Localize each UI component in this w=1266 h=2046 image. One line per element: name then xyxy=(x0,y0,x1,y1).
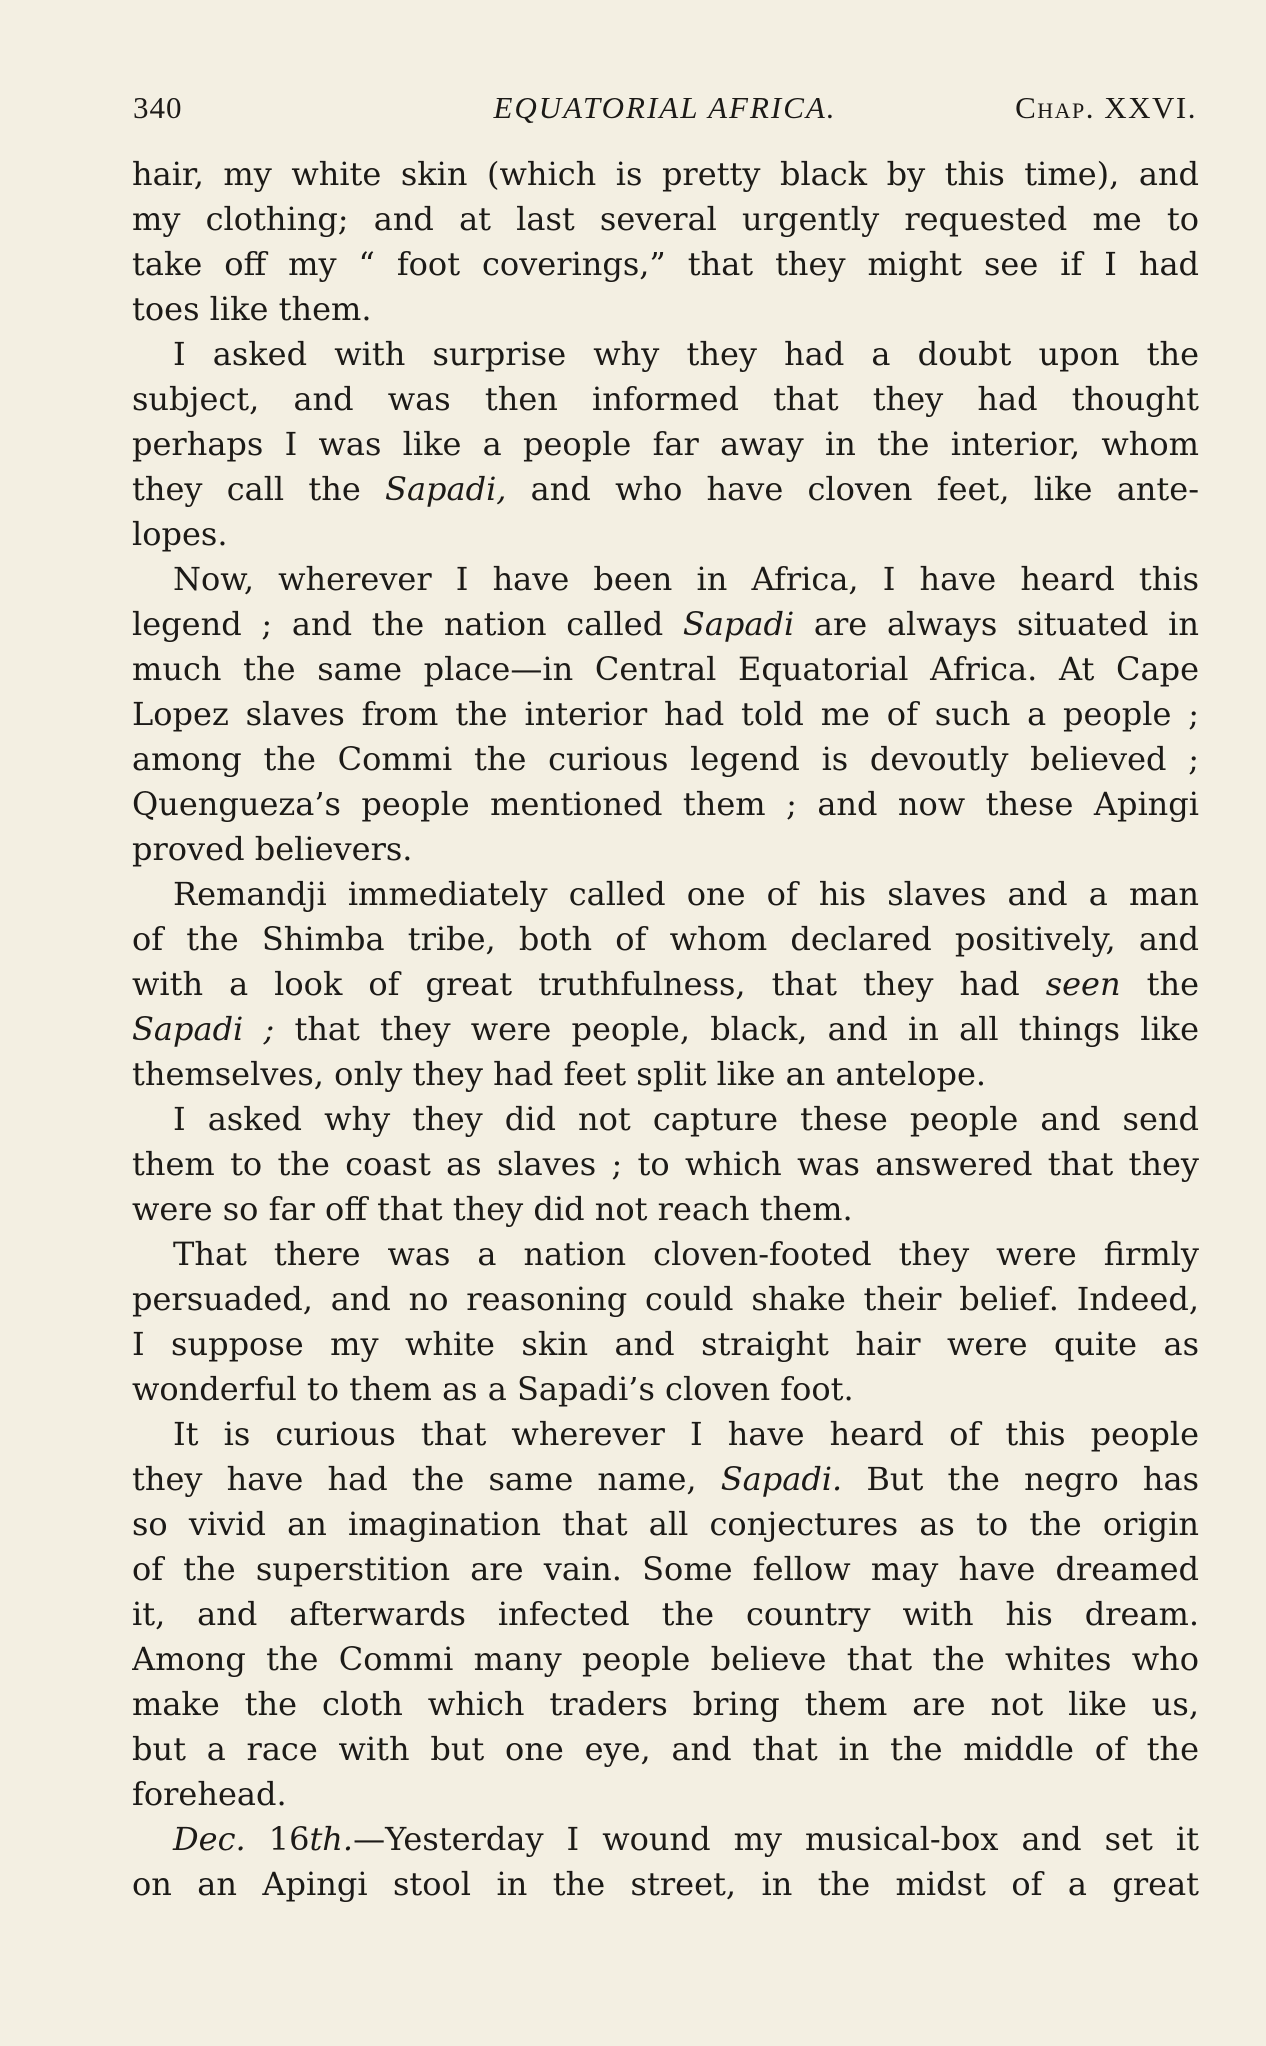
text-line xyxy=(132,602,1199,647)
text-run: wonderful to them as a Sapadi’s cloven foot. xyxy=(132,1370,854,1408)
text-run: Among the Commi many people believe that the whites who xyxy=(132,1640,1199,1678)
text-run: persuaded, and no reasoning could shake their belief. Indeed, xyxy=(132,1280,1199,1318)
text-run: on an Apingi stool in the street, in the midst of a great xyxy=(132,1865,1199,1903)
text-run: and who have cloven feet, like ante- xyxy=(506,470,1199,508)
text-run: so vivid an imagination that all conjectures as to the origin xyxy=(132,1505,1199,1543)
text-run: 16 xyxy=(245,1820,310,1858)
text-line xyxy=(132,287,1199,332)
text-run: Now, wherever I have been in Africa, I have heard this xyxy=(173,560,1199,598)
text-run: that they were people, black, and in all things like xyxy=(274,1010,1199,1048)
text-run: much the same place—in Central Equatorial Africa. At Cape xyxy=(132,650,1199,688)
text-line xyxy=(132,332,1199,377)
text-line xyxy=(132,1457,1199,1502)
text-line xyxy=(132,377,1199,422)
text-run: were so far off that they did not reach them. xyxy=(132,1190,853,1228)
text-line xyxy=(132,422,1199,467)
text-run: my clothing; and at last several urgently requested me to xyxy=(132,200,1199,238)
text-run: take off my “ foot coverings,” that they might see if I had xyxy=(132,245,1199,283)
italic-run: Sapadi xyxy=(682,605,795,643)
text-run: they have had the same name, xyxy=(132,1460,721,1498)
text-line xyxy=(132,1682,1199,1727)
text-line xyxy=(132,962,1199,1007)
text-line xyxy=(132,1007,1199,1052)
text-run: of the Shimba tribe, both of whom declared positively, and xyxy=(132,920,1199,958)
text-line xyxy=(132,1187,1199,1232)
running-title: EQUATORIAL AFRICA. xyxy=(493,90,837,125)
text-run: legend ; and the nation called xyxy=(132,605,683,643)
text-run: I asked with surprise why they had a doubt upon the xyxy=(173,335,1199,373)
text-line xyxy=(132,1322,1199,1367)
text-line xyxy=(132,1637,1199,1682)
text-run: it, and afterwards infected the country with his dream. xyxy=(132,1595,1199,1633)
text-run: with a look of great truthfulness, that they had xyxy=(132,965,1046,1003)
text-run: perhaps I was like a people far away in the interior, whom xyxy=(132,425,1199,463)
text-line xyxy=(132,782,1199,827)
text-line xyxy=(132,917,1199,962)
text-run: But the negro has xyxy=(842,1460,1199,1498)
text-line xyxy=(132,1097,1199,1142)
italic-run: th. xyxy=(309,1820,354,1858)
text-line xyxy=(132,1862,1199,1907)
text-line xyxy=(132,242,1199,287)
text-run: themselves, only they had feet split like an antelope. xyxy=(132,1055,987,1093)
text-line xyxy=(132,1772,1199,1817)
text-line xyxy=(132,1412,1199,1457)
text-run: them to the coast as slaves ; to which was answered that they xyxy=(132,1145,1199,1183)
text-run: Lopez slaves from the interior had told me of such a people ; xyxy=(132,695,1199,733)
text-run: make the cloth which traders bring them are not like us, xyxy=(132,1685,1199,1723)
text-line xyxy=(132,1547,1199,1592)
text-line xyxy=(132,872,1199,917)
chapter-label: Chap. XXVI. xyxy=(1015,90,1197,125)
text-line xyxy=(132,1727,1199,1772)
text-line xyxy=(132,692,1199,737)
text-run: the xyxy=(1120,965,1199,1003)
text-run: Quengueza’s people mentioned them ; and now these Apingi xyxy=(132,785,1199,823)
text-run: of the superstition are vain. Some fellow may have dreamed xyxy=(132,1550,1199,1588)
italic-run: Sapadi. xyxy=(720,1460,843,1498)
text-run: I suppose my white skin and straight hair were quite as xyxy=(132,1325,1199,1363)
text-line xyxy=(132,1232,1199,1277)
text-line xyxy=(132,1367,1199,1412)
running-head xyxy=(133,86,1197,130)
text-run: are always situated in xyxy=(794,605,1199,643)
text-line xyxy=(132,467,1199,512)
text-line xyxy=(132,1277,1199,1322)
text-line xyxy=(132,197,1199,242)
text-run: It is curious that wherever I have heard of this people xyxy=(173,1415,1199,1453)
text-run: but a race with but one eye, and that in the middle of the xyxy=(132,1730,1199,1768)
text-run: —Yesterday I wound my musical-box and set it xyxy=(353,1820,1199,1858)
text-line xyxy=(132,827,1199,872)
text-line xyxy=(132,647,1199,692)
italic-run: Sapadi ; xyxy=(132,1010,275,1048)
text-run: That there was a nation cloven-footed they were firmly xyxy=(173,1235,1199,1273)
text-run: they call the xyxy=(132,470,386,508)
italic-run: seen xyxy=(1045,965,1121,1003)
text-run: among the Commi the curious legend is devoutly believed ; xyxy=(132,740,1199,778)
italic-run: Sapadi, xyxy=(385,470,507,508)
text-run: proved believers. xyxy=(132,830,413,868)
text-line xyxy=(132,1502,1199,1547)
body-text xyxy=(132,152,1199,1907)
text-line xyxy=(132,1817,1199,1862)
text-run: lopes. xyxy=(132,515,228,553)
text-line xyxy=(132,1592,1199,1637)
text-line xyxy=(132,557,1199,602)
text-run: Remandji immediately called one of his slaves and a man xyxy=(173,875,1199,913)
text-line xyxy=(132,512,1199,557)
text-run: subject, and was then informed that they had thought xyxy=(132,380,1199,418)
text-line xyxy=(132,152,1199,197)
text-line xyxy=(132,1142,1199,1187)
text-run: toes like them. xyxy=(132,290,372,328)
text-line xyxy=(132,1052,1199,1097)
text-run: hair, my white skin (which is pretty black by this time), and xyxy=(132,155,1199,193)
italic-run: Dec. xyxy=(173,1820,246,1858)
text-run: I asked why they did not capture these people and send xyxy=(173,1100,1199,1138)
text-run: forehead. xyxy=(132,1775,287,1813)
text-line xyxy=(132,737,1199,782)
page-number: 340 xyxy=(133,90,183,125)
